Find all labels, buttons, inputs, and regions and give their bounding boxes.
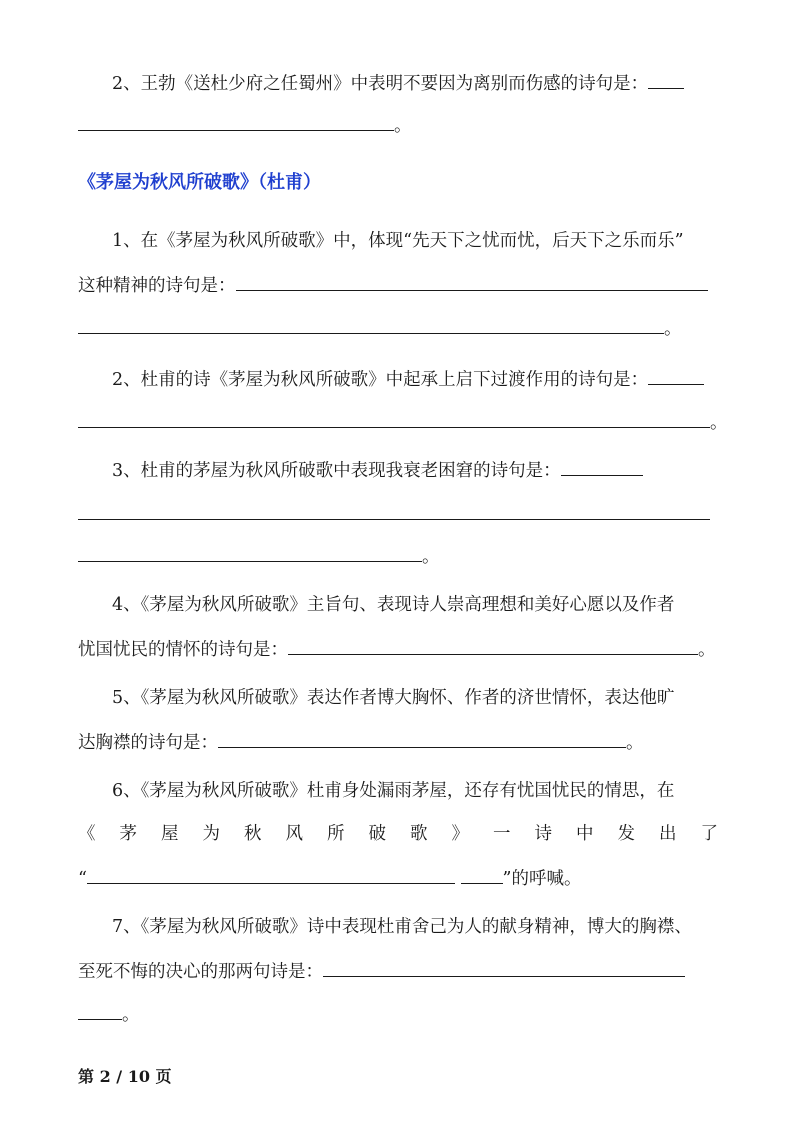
answer-blank[interactable] [78,543,422,562]
answer-blank[interactable] [78,315,664,334]
q2-line2 [78,409,728,435]
q7-prompt: 至死不悔的决心的那两句诗是： [78,962,323,982]
answer-blank[interactable] [323,958,685,977]
q5-line1: 5、《茅屋为秋风所破歌》表达作者博大胸怀、作者的济世情怀，表达他旷 [112,688,675,708]
q6-char: 了 [700,824,718,844]
q6-char: 出 [659,824,677,844]
q7-line3 [78,1001,718,1027]
prev-q2-line1 [112,70,718,96]
answer-blank[interactable] [461,865,503,884]
q2-line1 [112,366,718,392]
q6-char: 一 [493,824,511,844]
q6-char: 风 [285,824,303,844]
q4-line2 [78,636,718,662]
q1-line1: 1、在《茅屋为秋风所破歌》中，体现“先天下之忧而忧，后天下之乐而乐” [112,231,684,251]
q2-prompt: 2、杜甫的诗《茅屋为秋风所破歌》中起承上启下过渡作用的诗句是： [112,370,649,390]
q7-line1: 7、《茅屋为秋风所破歌》诗中表现杜甫舍己为人的献身精神，博大的胸襟、 [112,917,692,937]
period: 。 [664,319,682,339]
q6-char: 屋 [161,824,179,844]
q4-prompt: 忧国忧民的情怀的诗句是： [78,640,288,660]
q3-prompt: 3、杜甫的茅屋为秋风所破歌中表现我衰老困窘的诗句是： [112,461,561,481]
q1-line2 [78,272,718,298]
section-title: 《茅屋为秋风所破歌》（杜甫） [78,172,321,193]
answer-blank[interactable] [78,112,394,131]
q1-line3 [78,315,718,341]
q6-char: 诗 [534,824,552,844]
q6-char: 茅 [119,824,137,844]
q6-char: 中 [576,824,594,844]
period: 。 [710,413,728,433]
q4-line1: 4、《茅屋为秋风所破歌》主旨句、表现诗人崇高理想和美好心愿以及作者 [112,595,675,615]
answer-blank[interactable] [648,366,704,385]
q6-char: 所 [327,824,345,844]
q3-line1 [112,457,718,483]
q6-char: 为 [202,824,220,844]
prev-q2-line2 [78,112,718,138]
q3-line3 [78,543,718,569]
q1-prompt: 这种精神的诗句是： [78,276,236,296]
answer-blank[interactable] [561,457,643,476]
q6-line1: 6、《茅屋为秋风所破歌》杜甫身处漏雨茅屋，还存有忧国忧民的情思，在 [112,781,675,801]
answer-blank[interactable] [288,636,698,655]
answer-blank[interactable] [78,409,710,428]
period: 。 [698,640,716,660]
q6-line2 [78,822,718,846]
answer-blank[interactable] [236,272,708,291]
q6-char: 歌 [410,824,428,844]
q6-char: 秋 [244,824,262,844]
q6-char: 》 [451,824,469,844]
open-quote: “ [78,869,87,889]
answer-blank[interactable] [78,1001,122,1020]
q5-prompt: 达胸襟的诗句是： [78,733,218,753]
q6-line3 [78,865,718,891]
q7-line2 [78,958,718,984]
period: 。 [394,116,412,136]
page-number: 第 2 / 10 页 [78,1067,172,1086]
answer-blank[interactable] [87,865,455,884]
q5-line2 [78,729,718,755]
q6-char: 发 [617,824,635,844]
answer-blank[interactable] [648,70,684,89]
prev-q2-text: 2、王勃《送杜少府之任蜀州》中表明不要因为离别而伤感的诗句是： [112,74,649,94]
q6-char: 破 [368,824,386,844]
answer-blank[interactable] [218,729,626,748]
q6-justified-line [78,822,718,846]
period: 。 [122,1005,140,1025]
period: 。 [422,547,440,567]
q3-line2 [78,501,718,527]
q6-char: 《 [78,824,96,844]
period: 。 [626,733,644,753]
answer-blank[interactable] [78,501,710,520]
q6-close: ”的呼喊。 [502,869,582,889]
